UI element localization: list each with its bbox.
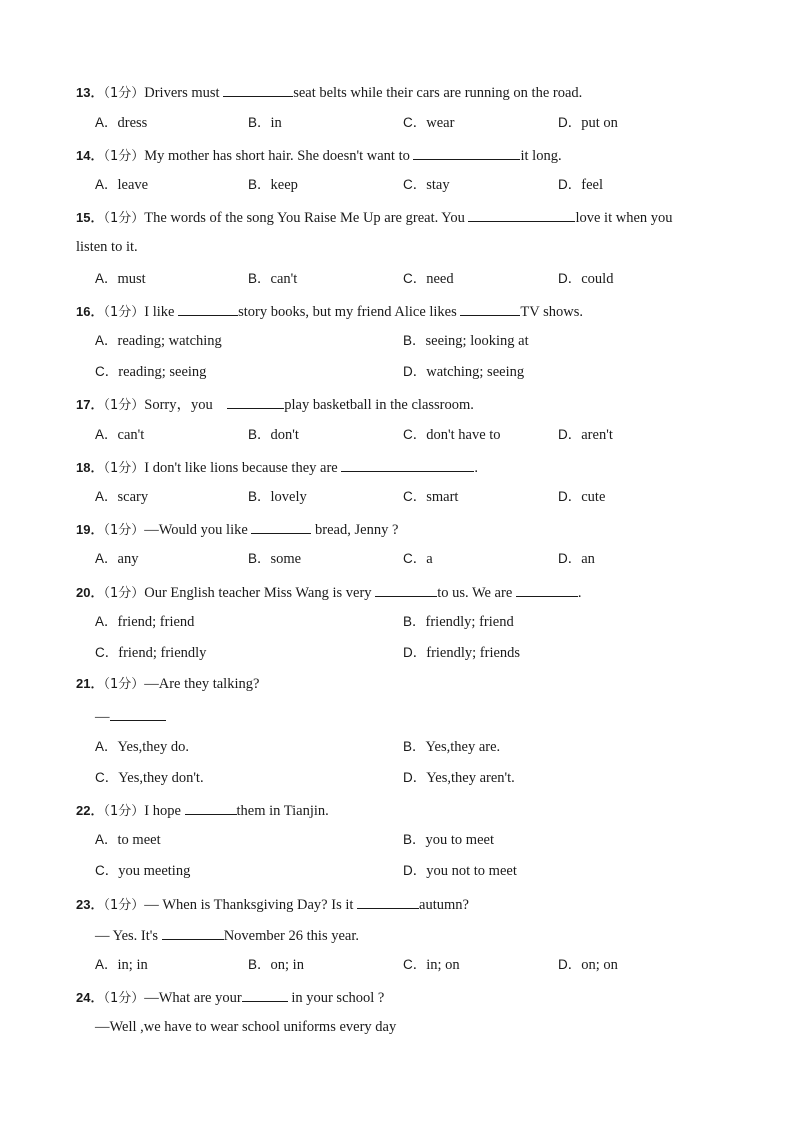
question-13-stem <box>76 82 582 103</box>
option-d[interactable]: D．Yes,they aren't. <box>403 770 515 786</box>
stem-text: love it when you <box>575 210 673 226</box>
question-21-stem <box>76 675 259 694</box>
answer-blank[interactable] <box>227 394 284 409</box>
option-d[interactable]: D．on; on <box>558 957 618 973</box>
option-b[interactable]: B．Yes,they are. <box>403 739 501 755</box>
question-18-stem <box>76 457 478 478</box>
answer-blank[interactable] <box>357 894 419 909</box>
answer-blank[interactable] <box>251 519 311 534</box>
stem-text: story books, but my friend Alice likes <box>238 304 461 320</box>
option-c[interactable]: C．a <box>403 551 433 567</box>
answer-blank[interactable] <box>341 457 474 472</box>
option-a[interactable]: A．scary <box>95 489 149 505</box>
question-24-stem <box>76 987 384 1008</box>
question-number: 23． <box>76 897 104 912</box>
question-score: （1分） <box>103 677 145 692</box>
question-15-stem-cont: listen to it. <box>76 239 138 255</box>
answer-blank[interactable] <box>460 301 520 316</box>
stem-text: to us. We are <box>437 585 516 601</box>
question-score: （1分） <box>103 305 145 320</box>
option-c[interactable]: C．Yes,they don't. <box>95 770 204 786</box>
question-score: （1分） <box>103 86 145 101</box>
question-number: 17． <box>76 397 104 412</box>
question-score: （1分） <box>103 211 145 226</box>
stem-text: I like <box>144 304 179 320</box>
answer-blank[interactable] <box>516 582 578 597</box>
question-23-stem <box>76 894 469 915</box>
option-c[interactable]: C．reading; seeing <box>95 364 207 380</box>
answer-blank[interactable] <box>242 987 288 1002</box>
question-score: （1分） <box>103 804 145 819</box>
stem-text: — When is Thanksgiving Day? Is it <box>144 897 358 913</box>
stem-text: —Would you like <box>144 522 252 538</box>
question-score: （1分） <box>103 461 145 476</box>
option-c[interactable]: C．need <box>403 271 454 287</box>
stem-text: in your school ? <box>287 990 385 1006</box>
stem-text: I don't like lions because they are <box>144 460 342 476</box>
stem-text: — <box>95 709 110 725</box>
question-19-stem <box>76 519 398 540</box>
option-a[interactable]: A．friend; friend <box>95 614 195 630</box>
option-b[interactable]: B．you to meet <box>403 832 494 848</box>
option-a[interactable]: A．any <box>95 551 139 567</box>
stem-text: . <box>474 460 478 476</box>
question-14-stem <box>76 145 562 166</box>
option-d[interactable]: D．aren't <box>558 427 613 443</box>
stem-text: autumn? <box>419 897 469 913</box>
option-b[interactable]: B．some <box>248 551 302 567</box>
question-number: 20． <box>76 585 104 600</box>
answer-blank[interactable] <box>413 145 520 160</box>
answer-blank[interactable] <box>110 706 166 721</box>
question-score: （1分） <box>103 991 145 1006</box>
question-number: 14． <box>76 148 104 163</box>
stem-text: them in Tianjin. <box>236 803 329 819</box>
question-15-stem <box>76 207 673 228</box>
question-number: 24． <box>76 990 104 1005</box>
option-a[interactable]: A．to meet <box>95 832 161 848</box>
question-number: 18． <box>76 460 104 475</box>
option-b[interactable]: B．seeing; looking at <box>403 333 529 349</box>
option-a[interactable]: A．reading; watching <box>95 333 222 349</box>
answer-blank[interactable] <box>375 582 437 597</box>
stem-text: November 26 this year. <box>223 928 359 944</box>
option-d[interactable]: D．could <box>558 271 614 287</box>
question-score: （1分） <box>103 149 145 164</box>
option-d[interactable]: D．feel <box>558 177 603 193</box>
option-c[interactable]: C．stay <box>403 177 450 193</box>
option-a[interactable]: A．can't <box>95 427 145 443</box>
answer-blank[interactable] <box>185 800 237 815</box>
question-score: （1分） <box>103 523 145 538</box>
answer-blank[interactable] <box>468 207 575 222</box>
answer-blank[interactable] <box>178 301 238 316</box>
stem-text: Sorry，you <box>144 397 217 413</box>
option-b[interactable]: B．keep <box>248 177 298 193</box>
question-number: 15． <box>76 210 104 225</box>
option-a[interactable]: A．dress <box>95 115 148 131</box>
option-d[interactable]: D．you not to meet <box>403 863 517 879</box>
option-d[interactable]: D．an <box>558 551 595 567</box>
question-score: （1分） <box>103 398 145 413</box>
option-d[interactable]: D．put on <box>558 115 618 131</box>
option-b[interactable]: B．don't <box>248 427 299 443</box>
option-a[interactable]: A．in; in <box>95 957 148 973</box>
option-c[interactable]: C．in; on <box>403 957 460 973</box>
option-b[interactable]: B．on; in <box>248 957 304 973</box>
question-22-stem <box>76 800 329 821</box>
stem-text: . <box>577 585 582 601</box>
stem-text: bread, Jenny ? <box>311 522 399 538</box>
option-d[interactable]: D．friendly; friends <box>403 645 521 661</box>
stem-text: Drivers must <box>144 85 224 101</box>
question-number: 19． <box>76 522 104 537</box>
option-c[interactable]: C．don't have to <box>403 427 501 443</box>
question-number: 22． <box>76 803 104 818</box>
option-a[interactable]: A．leave <box>95 177 149 193</box>
stem-text: TV shows. <box>520 304 583 320</box>
question-17-stem <box>76 394 474 415</box>
option-b[interactable]: B．friendly; friend <box>403 614 514 630</box>
option-c[interactable]: C．you meeting <box>95 863 191 879</box>
stem-text: it long. <box>520 148 562 164</box>
question-23-response <box>95 925 359 945</box>
question-number: 16． <box>76 304 104 319</box>
option-c[interactable]: C．friend; friendly <box>95 645 207 661</box>
option-a[interactable]: A．Yes,they do. <box>95 739 189 755</box>
option-a[interactable]: A．must <box>95 271 146 287</box>
stem-text: —What are your <box>144 990 242 1006</box>
option-d[interactable]: D．cute <box>558 489 606 505</box>
option-d[interactable]: D．watching; seeing <box>403 364 525 380</box>
option-b[interactable]: B．can't <box>248 271 298 287</box>
question-20-stem <box>76 582 582 603</box>
stem-text: The words of the song You Raise Me Up are great. You <box>144 210 469 226</box>
option-c[interactable]: C．smart <box>403 489 459 505</box>
stem-text: Our English teacher Miss Wang is very <box>144 585 376 601</box>
stem-text: seat belts while their cars are running on the road. <box>293 85 583 101</box>
question-16-stem <box>76 301 583 322</box>
stem-text: —Are they talking? <box>144 676 260 692</box>
answer-blank[interactable] <box>162 925 224 940</box>
question-24-response: —Well ,we have to wear school uniforms every day <box>95 1019 397 1035</box>
stem-text: — Yes. It's <box>95 928 162 944</box>
option-b[interactable]: B．lovely <box>248 489 307 505</box>
question-number: 21． <box>76 676 104 691</box>
stem-text: My mother has short hair. She doesn't want to <box>144 148 414 164</box>
answer-blank[interactable] <box>223 82 293 97</box>
option-c[interactable]: C．wear <box>403 115 455 131</box>
stem-text: I hope <box>144 803 185 819</box>
question-21-response <box>95 706 166 726</box>
option-b[interactable]: B．in <box>248 115 282 131</box>
question-score: （1分） <box>103 898 145 913</box>
question-score: （1分） <box>103 586 145 601</box>
question-number: 13． <box>76 85 104 100</box>
stem-text: play basketball in the classroom. <box>284 397 474 413</box>
